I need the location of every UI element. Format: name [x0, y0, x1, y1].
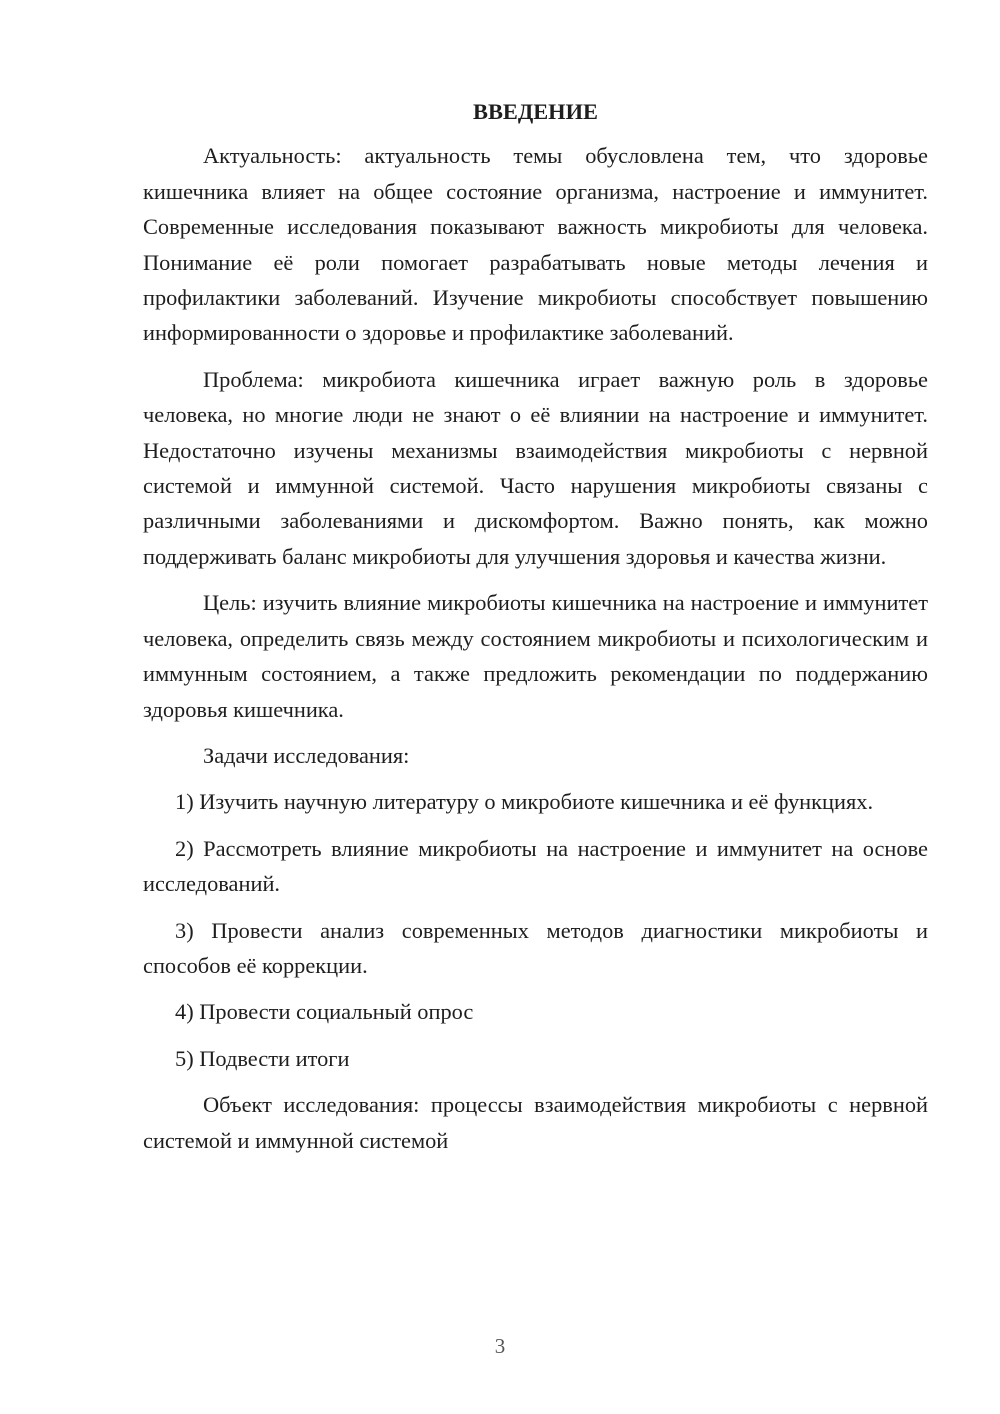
task-item-5: 5) Подвести итоги	[175, 1045, 350, 1071]
paragraph-goal: Цель: изучить влияние микробиоты кишечника на настроение и иммунитет человека, определить связь между состоянием микробиоты и психологическим и иммунным состоянием, а также предложить рекомендации по поддержанию здоровья кишечника.	[143, 590, 928, 722]
task-item-1: 1) Изучить научную литературу о микробиоте кишечника и её функциях.	[175, 789, 874, 815]
page-content	[143, 94, 928, 1169]
task-item-2: 2) Рассмотреть влияние микробиоты на настроение и иммунитет на основе исследований.	[143, 835, 928, 897]
task-item-4: 4) Провести социальный опрос	[175, 999, 474, 1025]
tasks-heading: Задачи исследования:	[203, 742, 410, 768]
page-number: 3	[494, 1334, 506, 1358]
paragraph-problem: Проблема: микробиота кишечника играет важную роль в здоровье человека, но многие люди не знают о её влиянии на настроение и иммунитет. Недостаточно изучены механизмы взаимодействия микробиоты с нервной системой и иммунной системой. Часто нарушения микробиоты связаны с различными заболеваниями и дискомфортом. Важно понять, как можно поддерживать баланс микробиоты для улучшения здоровья и качества жизни.	[143, 366, 928, 569]
section-title: ВВЕДЕНИЕ	[473, 99, 598, 124]
task-item-3: 3) Провести анализ современных методов диагностики микробиоты и способов её коррекции.	[143, 917, 928, 978]
paragraph-relevance: Актуальность: актуальность темы обусловлена тем, что здоровье кишечника влияет на общее состояние организма, настроение и иммунитет. Современные исследования показывают важность микробиоты для человека. Понимание её роли помогает разрабатывать новые методы лечения и профилактики заболеваний. Изучение микробиоты способствует повышению информированности о здоровье и профилактике заболеваний.	[143, 143, 928, 346]
paragraph-object: Объект исследования: процессы взаимодействия микробиоты с нервной системой и иммунной системой	[143, 1092, 928, 1153]
